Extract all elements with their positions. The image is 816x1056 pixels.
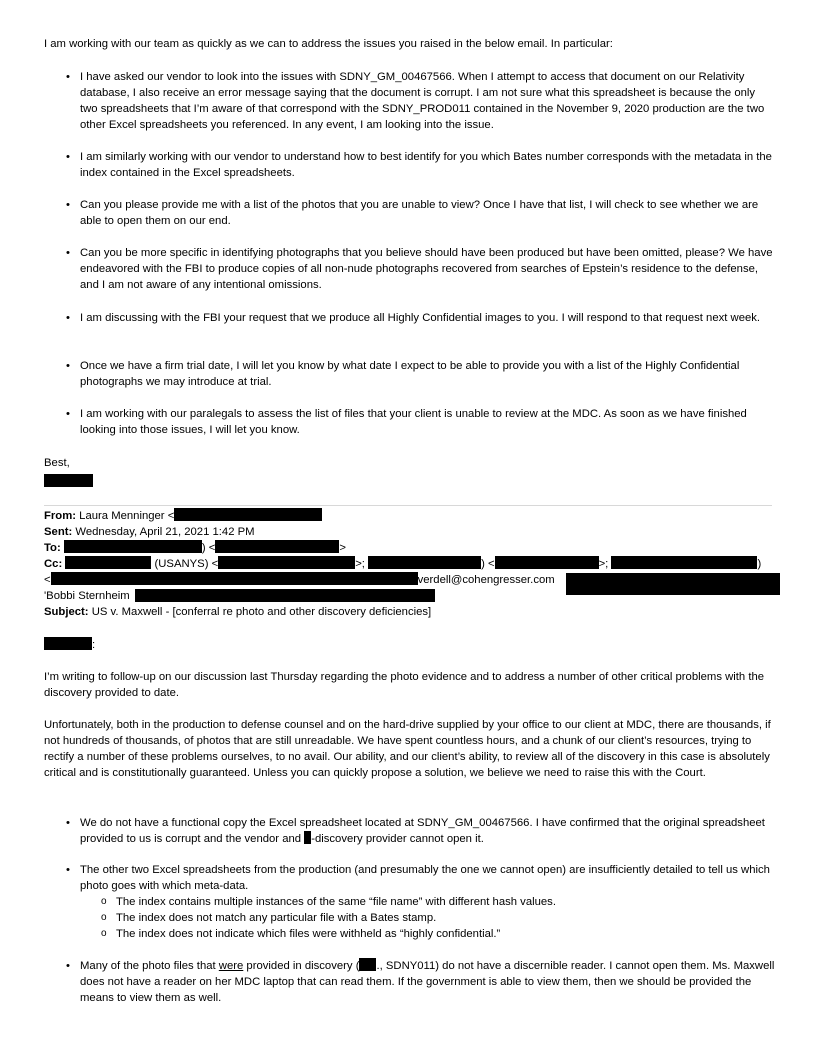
reply-bullet-text: Can you please provide me with a list of the photos that you are unable to view? Once I have that list, I will check to see whether we are able to open them on our end.: [80, 199, 759, 227]
cc-line-3: [44, 588, 130, 604]
redaction-box: [64, 540, 202, 553]
to-label: To:: [44, 542, 61, 554]
reply-bullet-text: I am discussing with the FBI your request that we produce all Highly Confidential images to you. I will respond to that request next week.: [80, 312, 761, 324]
reply-bullet-text: Can you be more specific in identifying photographs that you believe should have been produced but have been omitted, please? We have endeavored with the FBI to produce copies of all non-nude photographs recovered from searches of Epstein’s residence to the defense, and I am not aware of any intentional omissions.: [80, 247, 773, 291]
bullet-icon: •: [66, 817, 70, 829]
underlined-word: were: [218, 960, 244, 972]
cc-separator: >;: [598, 558, 612, 570]
sub-bullet-2: [101, 910, 776, 926]
sub-bullet-text: The index does not indicate which files were withheld as “highly confidential.”: [116, 928, 501, 940]
cc-line: [44, 556, 761, 572]
from-label: From:: [44, 510, 77, 522]
redaction-box: [611, 556, 757, 569]
cc-name: 'Bobbi Sternheim: [44, 590, 130, 602]
bullet-text: provided in discovery (: [243, 960, 360, 972]
bullet-text: -discovery provider cannot open it.: [311, 833, 484, 845]
original-bullet-1: [66, 815, 775, 847]
reply-bullet-3: [66, 197, 775, 229]
reply-bullet-text: I am working with our paralegals to assess the list of files that your client is unable to review at the MDC. As soon as we have finished looking into those issues, I will let you know.: [80, 408, 747, 436]
bullet-icon: •: [66, 312, 70, 324]
salutation-colon: :: [92, 639, 96, 651]
from-value: Laura Menninger <: [79, 510, 175, 522]
from-line: [44, 508, 322, 524]
circle-bullet-icon: o: [101, 928, 107, 939]
redaction-box: [215, 540, 339, 553]
reply-bullet-text: Once we have a firm trial date, I will let you know by what date I expect to be able to provide you with a list of the Highly Confidential photographs we may introduce at trial.: [80, 360, 740, 388]
circle-bullet-icon: o: [101, 912, 107, 923]
bullet-icon: •: [66, 199, 70, 211]
redaction-box: [65, 556, 151, 569]
bullet-icon: •: [66, 408, 70, 420]
original-bullet-3: [66, 958, 775, 1006]
sent-value: Wednesday, April 21, 2021 1:42 PM: [75, 526, 255, 538]
circle-bullet-icon: o: [101, 896, 107, 907]
bullet-text: ., SDNY011) do not have a discernible reader. I cannot open them.: [376, 960, 710, 972]
sent-label: Sent:: [44, 526, 73, 538]
reply-bullet-6: [66, 358, 775, 390]
reply-bullet-7: [66, 406, 775, 438]
bullet-icon: •: [66, 960, 70, 972]
sub-bullet-3: [101, 926, 776, 942]
bullet-text: The other two Excel spreadsheets from the production (and presumably the one we cannot open) are insufficiently detailed to tell us which photo goes with which meta-data.: [80, 864, 770, 892]
paragraph-2: Unfortunately, both in the production to defense counsel and on the hard-drive supplied by your office to our client at MDC, there are thousands, if not hundreds of thousands, of photos that are still unreadable. We have spent countless hours, and a chunk of our client’s resources, trying to rectify a number of these problems ourselves, to no avail. Our ability, and our client’s ability, to review all of the discovery in this case is absolutely critical and is constitutionally guaranteed. Unless you can quickly propose a solution, we believe we need to raise this with the Court.: [44, 719, 771, 779]
redaction-box: [44, 637, 92, 650]
sub-bullet-1: [101, 894, 776, 910]
bullet-icon: •: [66, 360, 70, 372]
subject-value: US v. Maxwell - [conferral re photo and other discovery deficiencies]: [91, 606, 432, 618]
sent-line: [44, 524, 255, 540]
reply-bullet-text: I am similarly working with our vendor to understand how to best identify for you which Bates number corresponds with the metadata in the index contained in the Excel spreadsheets.: [80, 151, 772, 179]
bullet-icon: •: [66, 151, 70, 163]
paragraph-1: I’m writing to follow-up on our discussion last Thursday regarding the photo evidence and to address a number of other critical problems with the discovery provided to date.: [44, 671, 765, 699]
bullet-text: Ms. Maxwell does not have a reader on her MDC laptop that can read them. If the government is able to view them, then we should be provided the means to view them as well.: [80, 960, 775, 1004]
cc-separator: >;: [355, 558, 369, 570]
intro-text: I am working with our team as quickly as we can to address the issues you raised in the below email. In particular:: [44, 38, 613, 50]
redaction-box: [495, 556, 599, 569]
redaction-box: [359, 958, 376, 971]
bullet-text: We do not have a functional copy the Excel spreadsheet located at SDNY_GM_00467566. I have confirmed that the original spreadsheet provided to us is corrupt and the vendor and: [80, 817, 765, 845]
cc-close: ): [757, 558, 762, 570]
bullet-icon: •: [66, 71, 70, 83]
to-line: [44, 540, 346, 556]
salutation: [44, 637, 95, 653]
sub-bullet-text: The index does not match any particular file with a Bates stamp.: [116, 912, 437, 924]
cc-separator: ) <: [481, 558, 495, 570]
bullet-icon: •: [66, 864, 70, 876]
redaction-box: [218, 556, 355, 569]
cc-email-tail: verdell@cohengresser.com: [417, 574, 555, 586]
reply-bullet-4: [66, 245, 775, 293]
redaction-box: [44, 474, 93, 487]
redaction-box: [566, 573, 780, 595]
reply-bullet-1: [66, 69, 775, 133]
sub-bullet-text: The index contains multiple instances of the same “file name” with different hash values.: [116, 896, 556, 908]
bullet-text: Many of the photo files that: [80, 960, 219, 972]
reply-bullet-5: [66, 310, 775, 326]
reply-bullet-text: I have asked our vendor to look into the issues with SDNY_GM_00467566. When I attempt to access that document on our Relativity database, I also receive an error message saying that the document is corrupt. I am not sure what this spreadsheet is because the only two spreadsheets that I’m aware of that correspond with the SDNY_PROD011 contained in the November 9, 2020 production are the two other Excel spreadsheets you referenced. In any event, I am looking into the issue.: [80, 71, 765, 131]
original-bullet-2: [66, 862, 775, 894]
subject-label: Subject:: [44, 606, 89, 618]
cc-open: <: [44, 574, 51, 586]
redaction-box: [368, 556, 481, 569]
to-separator: ) <: [201, 542, 216, 554]
to-close: >: [339, 542, 346, 554]
reply-bullet-2: [66, 149, 775, 181]
bullet-icon: •: [66, 247, 70, 259]
cc-line-2: [44, 572, 555, 588]
divider: [44, 505, 772, 506]
redaction-box: [174, 508, 322, 521]
cc-usanys: (USANYS) <: [151, 558, 219, 570]
redaction-box: [135, 589, 435, 602]
closing-text: Best,: [44, 457, 70, 469]
redaction-box: [51, 572, 418, 585]
subject-line: [44, 604, 431, 620]
cc-label: Cc:: [44, 558, 63, 570]
